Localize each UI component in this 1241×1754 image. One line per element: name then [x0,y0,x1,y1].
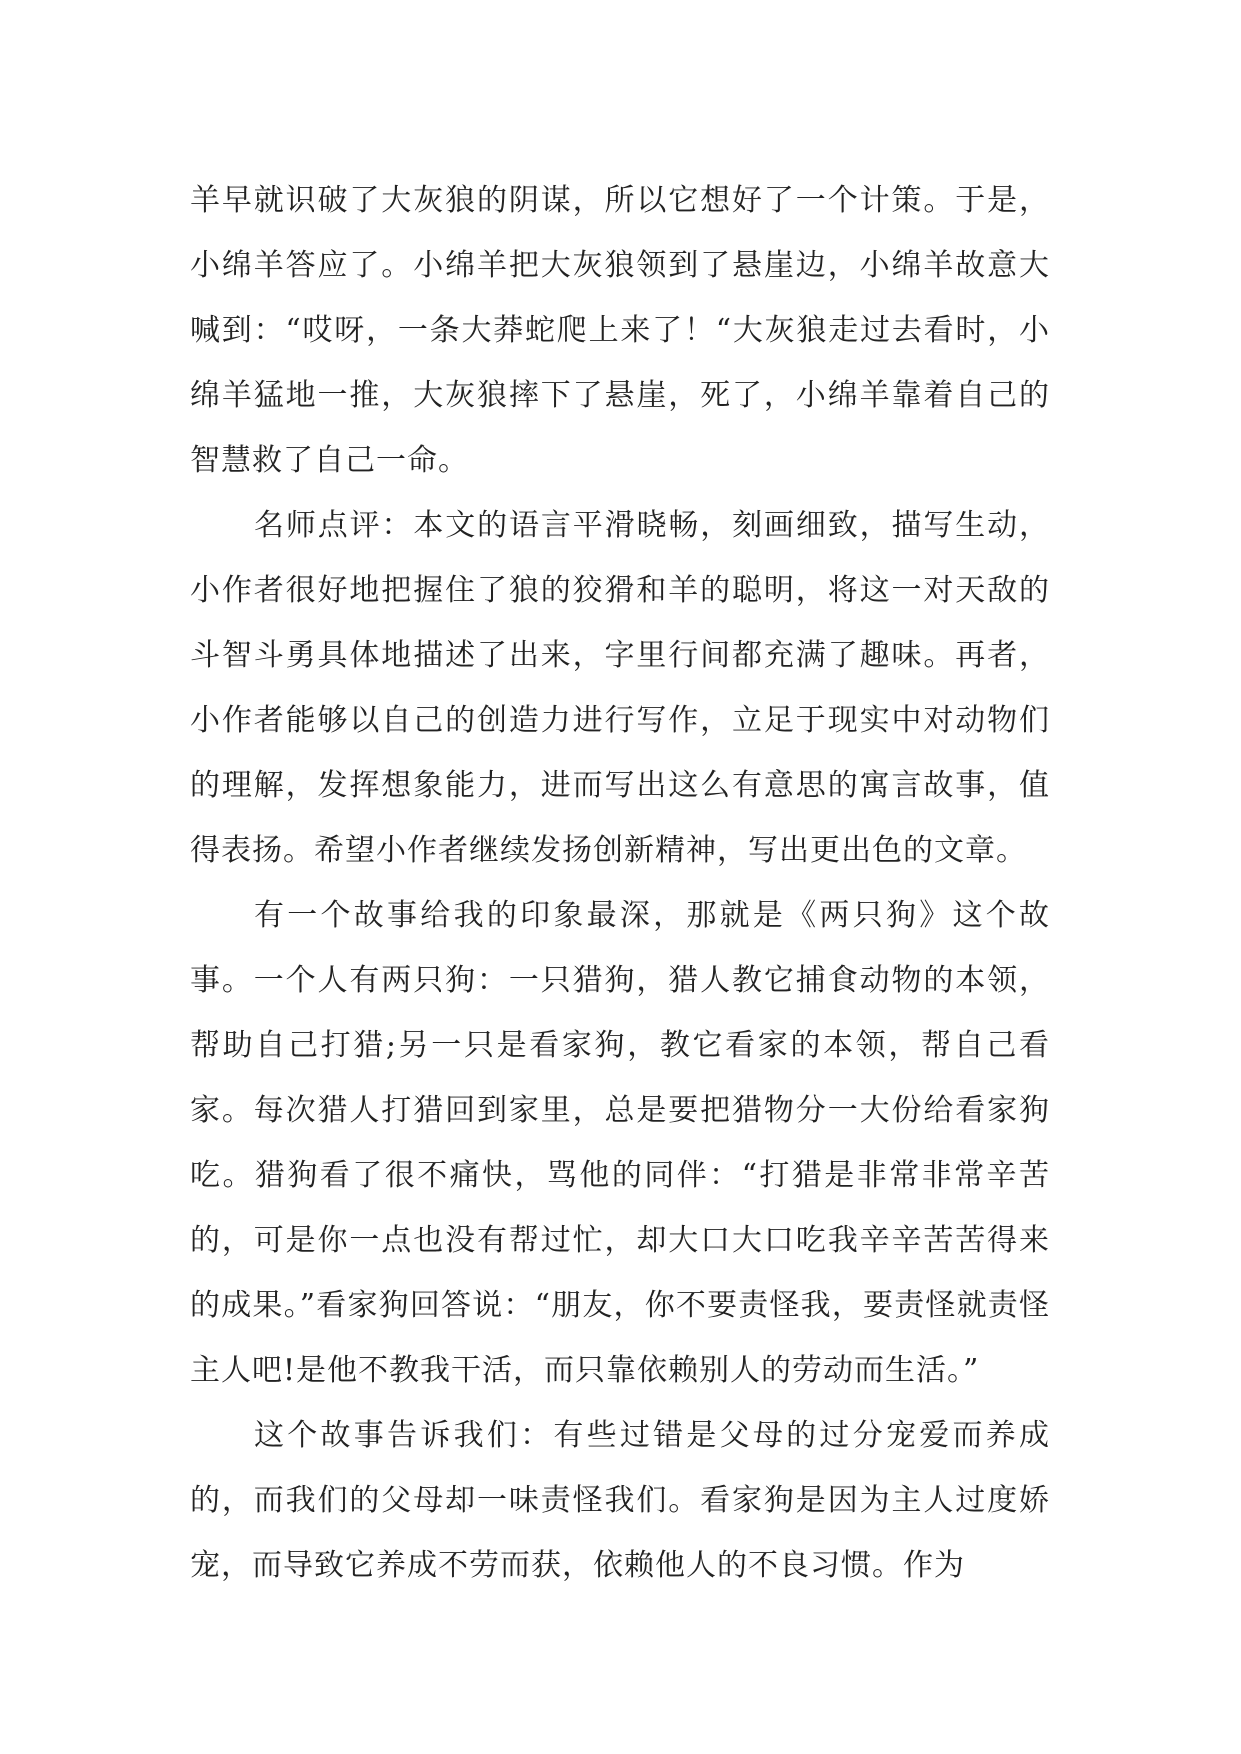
paragraph-teacher-comment: 名师点评：本文的语言平滑晓畅，刻画细致，描写生动，小作者很好地把握住了狼的狡猾和羊的聪明，将这一对天敌的斗智斗勇具体地描述了出来，字里行间都充满了趣味。再者，小作者能够以自己的创造力进行写作，立足于现实中对动物们的理解，发挥想象能力，进而写出这么有意思的寓言故事，值得表扬。希望小作者继续发扬创新精神，写出更出色的文章。 [190,508,1050,868]
paragraph-story-lesson: 这个故事告诉我们：有些过错是父母的过分宠爱而养成的，而我们的父母却一味责怪我们。看家狗是因为主人过度娇宠，而导致它养成不劳而获，依赖他人的不良习惯。作为 [190,1418,1050,1583]
paragraph-two-dogs-story: 有一个故事给我的印象最深，那就是《两只狗》这个故事。一个人有两只狗：一只猎狗，猎人教它捕食动物的本领，帮助自己打猎;另一只是看家狗，教它看家的本领，帮自己看家。每次猎人打猎回到家里，总是要把猎物分一大份给看家狗吃。猎狗看了很不痛快，骂他的同伴：“打猎是非常非常辛苦的，可是你一点也没有帮过忙，却大口大口吃我辛辛苦苦得来的成果。”看家狗回答说：“朋友，你不要责怪我，要责怪就责怪主人吧!是他不教我干活，而只靠依赖别人的劳动而生活。” [190,898,1050,1388]
paragraph-story-ending: 羊早就识破了大灰狼的阴谋，所以它想好了一个计策。于是，小绵羊答应了。小绵羊把大灰狼领到了悬崖边，小绵羊故意大喊到：“哎呀，一条大莽蛇爬上来了！“大灰狼走过去看时，小绵羊猛地一推，大灰狼摔下了悬崖，死了，小绵羊靠着自己的智慧救了自己一命。 [190,183,1050,478]
article-body [190,168,1050,1598]
